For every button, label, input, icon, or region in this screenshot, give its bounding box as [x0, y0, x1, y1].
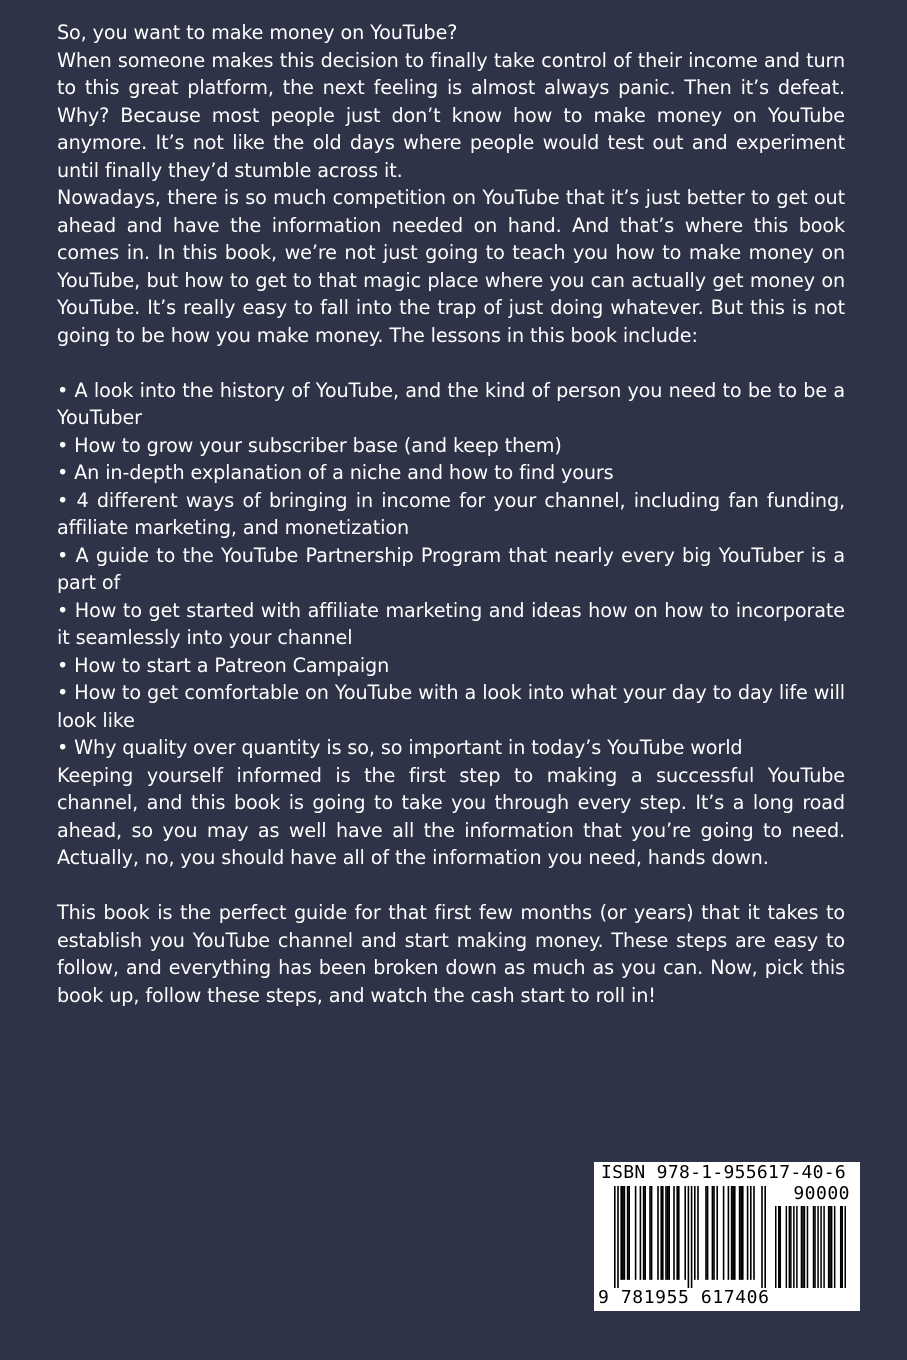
barcode-bar [673, 1186, 675, 1280]
barcode-bar [793, 1206, 795, 1288]
barcode-bar [705, 1186, 707, 1280]
barcode-bar [644, 1186, 646, 1280]
barcode-bar [804, 1206, 806, 1288]
lesson-item: • How to start a Patreon Campaign [57, 653, 390, 677]
barcode-bar [742, 1186, 744, 1280]
barcode-bar [635, 1186, 637, 1280]
barcode-bar [668, 1186, 670, 1280]
lesson-item: • Why quality over quantity is so, so important in today’s YouTube world [57, 736, 743, 759]
paragraph-3: Keeping yourself informed is the first step to making a successful YouTube channel, and this book is going to take you through every step. It’s a long road ahead, so you may as well have all the information that you’re going to need. Actually, no, you should have all of the information you need, hands down. [57, 763, 845, 869]
barcode-bar [734, 1186, 736, 1280]
barcode-bar [740, 1186, 742, 1280]
barcode-bar [796, 1206, 798, 1288]
barcode-bar [643, 1186, 645, 1280]
lesson-item: • How to get started with affiliate marketing and ideas how on how to incorporate it seamlessly into your channel [57, 598, 845, 649]
barcode-bar [694, 1186, 696, 1280]
barcode-bar [660, 1186, 662, 1280]
addon-barcode-bars [775, 1206, 846, 1288]
barcode-bar [688, 1186, 690, 1288]
ean-digits: 9 781955 617406 [598, 1287, 770, 1308]
barcode-bar [684, 1186, 686, 1280]
barcode-bar [657, 1186, 659, 1280]
barcode-bar [780, 1206, 782, 1288]
barcode-bar [614, 1186, 616, 1288]
paragraph-4: This book is the perfect guide for that first few months (or years) that it takes to establish you YouTube channel and start making money. These steps are easy to follow, and everything has been broken down as much as you can. Now, pick this book up, follow these steps, and watch the cash start to roll in! [57, 901, 845, 1007]
lesson-item: • 4 different ways of bringing in income for your channel, including fan funding, affiliate marketing, and monetization [57, 488, 845, 539]
barcode-bar [617, 1186, 619, 1288]
barcode-bar [834, 1206, 836, 1288]
barcode-bar [649, 1186, 651, 1280]
barcode-bar [840, 1206, 842, 1288]
ean-barcode-bars [614, 1186, 766, 1288]
barcode-bar [620, 1186, 622, 1280]
lesson-item: • A look into the history of YouTube, and the kind of person you need to be to be a YouTuber [57, 378, 845, 429]
paragraph-2: Nowadays, there is so much competition on YouTube that it’s just better to get out ahead and have the information needed on hand. And that’s where this book comes in. In this book, we’re not just going to teach you how to make money on YouTube, but how to get to that magic place where you can actually get money on YouTube. It’s really easy to fall into the trap of just doing whatever. But this is not going to be how you make money. The lessons in this book include: [57, 186, 845, 347]
barcode-bar [624, 1186, 626, 1280]
barcode-bar [739, 1186, 741, 1280]
barcode-bar [775, 1206, 777, 1288]
barcode-bar [651, 1186, 653, 1280]
isbn-barcode [594, 1162, 860, 1311]
price-code: 90000 [793, 1183, 850, 1204]
lesson-item: • How to get comfortable on YouTube with a look into what your day to day life will look like [57, 681, 845, 732]
barcode-bar [713, 1186, 715, 1280]
barcode-bar [813, 1206, 815, 1288]
barcode-bar [817, 1206, 819, 1288]
barcode-bar [841, 1206, 843, 1288]
barcode-bar [831, 1206, 833, 1288]
barcode-bar [802, 1206, 804, 1288]
barcode-bar [844, 1206, 846, 1288]
barcode-bar [829, 1206, 831, 1288]
barcode-bar [732, 1186, 734, 1280]
isbn-label: ISBN 978-1-955617-40-6 [601, 1162, 847, 1183]
barcode-bar [801, 1206, 803, 1288]
barcode-bar [823, 1206, 825, 1288]
barcode-bar [814, 1206, 816, 1288]
barcode-bar [697, 1186, 699, 1280]
barcode-bar [691, 1186, 693, 1288]
barcode-bar [731, 1186, 733, 1280]
barcode-bar [665, 1186, 667, 1280]
back-cover-blurb [57, 19, 845, 1009]
barcode-bar [622, 1186, 624, 1280]
barcode-bar [640, 1186, 642, 1280]
lesson-item: • An in-depth explanation of a niche and how to find yours [57, 461, 614, 484]
intro-line: So, you want to make money on YouTube? [57, 21, 458, 44]
barcode-bar [764, 1186, 766, 1288]
barcode-bar [667, 1186, 669, 1280]
paragraph-gap [57, 872, 845, 900]
barcode-bar [728, 1186, 730, 1280]
barcode-bar [676, 1186, 678, 1280]
barcode-bar [627, 1186, 629, 1280]
barcode-bar [807, 1206, 809, 1288]
paragraph-gap [57, 349, 845, 377]
barcode-bar [753, 1186, 755, 1280]
barcode-bar [790, 1206, 792, 1288]
barcode-bar [786, 1206, 788, 1288]
barcode-bar [761, 1186, 763, 1288]
barcode-bar [712, 1186, 714, 1280]
barcode-bar [747, 1186, 749, 1280]
barcode-bar [723, 1186, 725, 1280]
barcode-bar [716, 1186, 718, 1280]
barcode-bar [828, 1206, 830, 1288]
barcode-bar [628, 1186, 630, 1280]
barcode-bar [707, 1186, 709, 1280]
paragraph-1: When someone makes this decision to finally take control of their income and turn to this great platform, the next feeling is almost always panic. Then it’s defeat. Why? Because most people just don’t know how to make money on YouTube anymore. It’s not like the old days where people would test out and experiment until finally they’d stumble across it. [57, 48, 845, 182]
barcode-bar [778, 1206, 780, 1288]
lesson-item: • A guide to the YouTube Partnership Program that nearly every big YouTuber is a part of [57, 543, 845, 594]
barcode-bar [789, 1206, 791, 1288]
lesson-item: • How to grow your subscriber base (and keep them) [57, 433, 562, 457]
barcode-bar [750, 1186, 752, 1280]
barcode-bar [678, 1186, 680, 1280]
barcode-bar [820, 1206, 822, 1288]
barcode-bar [662, 1186, 664, 1280]
